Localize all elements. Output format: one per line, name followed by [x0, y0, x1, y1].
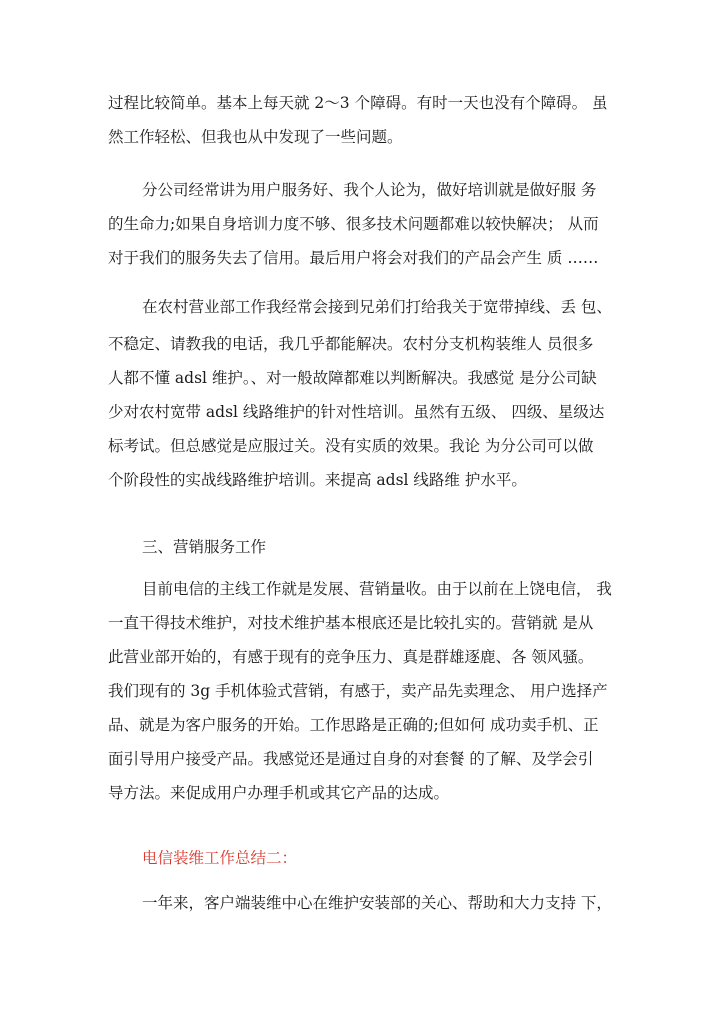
paragraph-line: 一直干得技术维护，对技术维护基本根底还是比较扎实的。营销就 是从 — [108, 614, 594, 632]
paragraph-line: 人都不懂 adsl 维护。、对一般故障都难以判断解决。我感觉 是分公司缺 — [108, 369, 597, 387]
paragraph-line: 品、就是为客户服务的开始。工作思路是正确的;但如何 成功卖手机、正 — [108, 716, 599, 734]
paragraph-line: 对于我们的服务失去了信用。最后用户将会对我们的产品会产生 质 …… — [108, 249, 599, 267]
paragraph-line: 少对农村宽带 adsl 线路维护的针对性培训。虽然有五级、 四级、星级达 — [108, 403, 605, 421]
paragraph-line: 目前电信的主线工作就是发展、营销量收。由于以前在上饶电信， 我 — [142, 580, 612, 598]
paragraph-line: 此营业部开始的，有感于现有的竞争压力、真是群雄逐鹿、各 领风骚。 — [108, 648, 594, 666]
section-heading: 三、营销服务工作 — [142, 538, 267, 556]
paragraph-line: 然工作轻松、但我也从中发现了一些问题。 — [108, 128, 403, 146]
section-title: 电信装维工作总结二： — [142, 849, 298, 867]
paragraph-line: 导方法。来促成用户办理手机或其它产品的达成。 — [108, 784, 450, 802]
paragraph-line: 在农村营业部工作我经常会接到兄弟们打给我关于宽带掉线、丢 包、 — [142, 298, 612, 316]
paragraph-line: 标考试。但总感觉是应服过关。没有实质的效果。我论 为分公司可以做 — [108, 437, 594, 455]
paragraph-line: 分公司经常讲为用户服务好、我个人论为，做好培训就是做好服 务 — [142, 181, 597, 199]
paragraph-line: 我们现有的 3g 手机体验式营销，有感于，卖产品先卖理念、 用户选择产 — [108, 682, 608, 700]
paragraph-line: 面引导用户接受产品。我感觉还是通过自身的对套餐 的了解、及学会引 — [108, 750, 594, 768]
paragraph-line: 的生命力;如果自身培训力度不够、很多技术问题都难以较快解决； 从而 — [108, 215, 599, 233]
paragraph-line: 不稳定、请教我的电话，我几乎都能解决。农村分支机构装维人 员很多 — [108, 335, 594, 353]
paragraph-line: 一年来，客户端装维中心在维护安装部的关心、帮助和大力支持 下， — [142, 894, 612, 912]
paragraph-line: 个阶段性的实战线路维护培训。来提高 adsl 线路维 护水平。 — [108, 471, 527, 489]
paragraph-line: 过程比较简单。基本上每天就 2～3 个障碍。有时一天也没有个障碍。 虽 — [108, 94, 608, 112]
